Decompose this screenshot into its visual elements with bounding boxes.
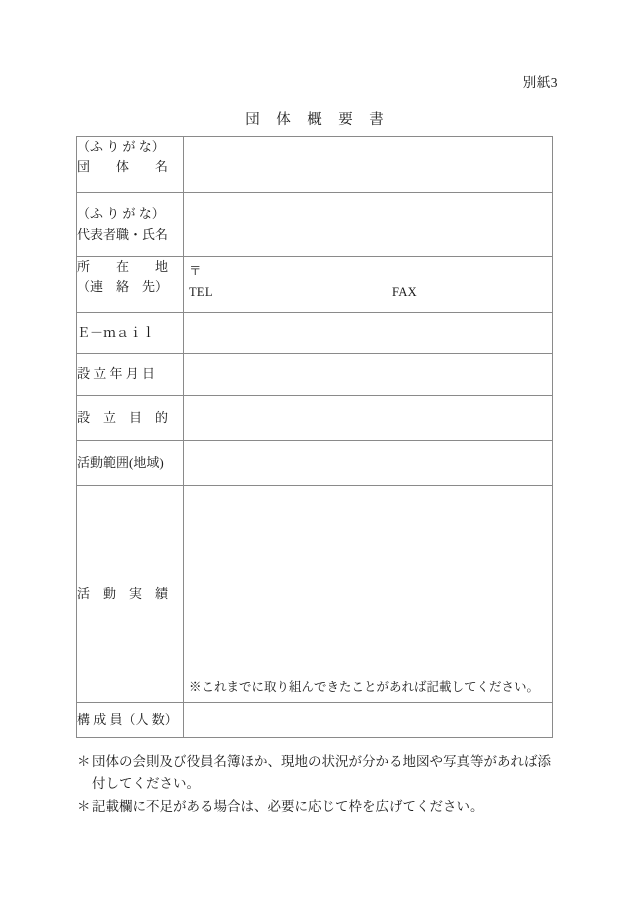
- label-activity-scope: [77, 441, 184, 486]
- organization-overview-table: [76, 136, 553, 738]
- value-email[interactable]: [184, 313, 553, 354]
- furigana-label-organization: （ふ り が な）: [77, 139, 165, 154]
- fax-label: FAX: [392, 285, 417, 300]
- table-row-representative: [77, 193, 553, 257]
- furigana-label-representative: （ふ り が な）: [77, 206, 165, 222]
- table-row-member-count: [77, 703, 553, 738]
- contact-label: （連 絡 先）: [77, 279, 169, 295]
- table-row-founded-date: [77, 354, 553, 396]
- document-reference: 別紙3: [522, 75, 558, 90]
- table-row-activity-record: [77, 486, 553, 703]
- tel-fax-line: [189, 283, 552, 299]
- label-address-contact: [77, 257, 184, 313]
- footnote-attachments-line-2: 付してください。: [92, 775, 200, 791]
- member-count-label: 構 成 員（人 数）: [77, 711, 178, 727]
- label-organization-name: [77, 137, 184, 193]
- activity-record-note: ※これまでに取り組んできたことがあれば記載してください。: [189, 679, 540, 694]
- footnote-marker: ＊: [77, 798, 91, 814]
- address-contact-content: [184, 257, 552, 299]
- value-organization-name[interactable]: [184, 137, 553, 193]
- footnote-attachments-line-1: 団体の会則及び役員名簿ほか、現地の状況が分かる地図や写真等があれば添: [92, 754, 551, 769]
- footnote-attachments: [77, 751, 577, 795]
- address-label: 所 在 地: [77, 259, 169, 274]
- label-purpose: [77, 396, 184, 441]
- table-row-email: [77, 313, 553, 354]
- representative-name-label: 代表者職・氏名: [77, 226, 169, 242]
- activity-record-label: 活 動 実 績: [77, 585, 169, 601]
- postal-code-icon: 〒: [189, 264, 202, 278]
- tel-label: TEL: [189, 285, 213, 300]
- value-founded-date[interactable]: [184, 354, 553, 396]
- value-activity-scope[interactable]: [184, 441, 553, 486]
- label-founded-date: [77, 354, 184, 396]
- label-member-count: [77, 703, 184, 738]
- value-representative[interactable]: [184, 193, 553, 257]
- table-row-purpose: [77, 396, 553, 441]
- activity-scope-label: 活動範囲(地域): [77, 454, 164, 470]
- purpose-label: 設 立 目 的: [77, 409, 169, 425]
- footnote-expand-fields-line-1: 記載欄に不足がある場合は、必要に応じて枠を広げてください。: [92, 798, 484, 814]
- label-representative: [77, 193, 184, 257]
- footnotes: [77, 751, 577, 819]
- value-activity-record[interactable]: [184, 486, 553, 703]
- label-activity-record: [77, 486, 184, 703]
- footnote-marker: ＊: [77, 754, 91, 769]
- footnote-expand-fields: [77, 796, 577, 818]
- table-row-address-contact: [77, 257, 553, 313]
- table-row-organization-name: [77, 137, 553, 193]
- value-purpose[interactable]: [184, 396, 553, 441]
- label-email: [77, 313, 184, 354]
- value-member-count[interactable]: [184, 703, 553, 738]
- founded-date-label: 設 立 年 月 日: [77, 366, 156, 382]
- page-title: 団 体 概 要 書: [245, 112, 385, 128]
- organization-name-label: 団 体 名: [77, 159, 169, 175]
- value-address-contact[interactable]: [184, 257, 553, 313]
- email-label: Ｅ－ｍａｉｌ: [77, 324, 156, 340]
- table-row-activity-scope: [77, 441, 553, 486]
